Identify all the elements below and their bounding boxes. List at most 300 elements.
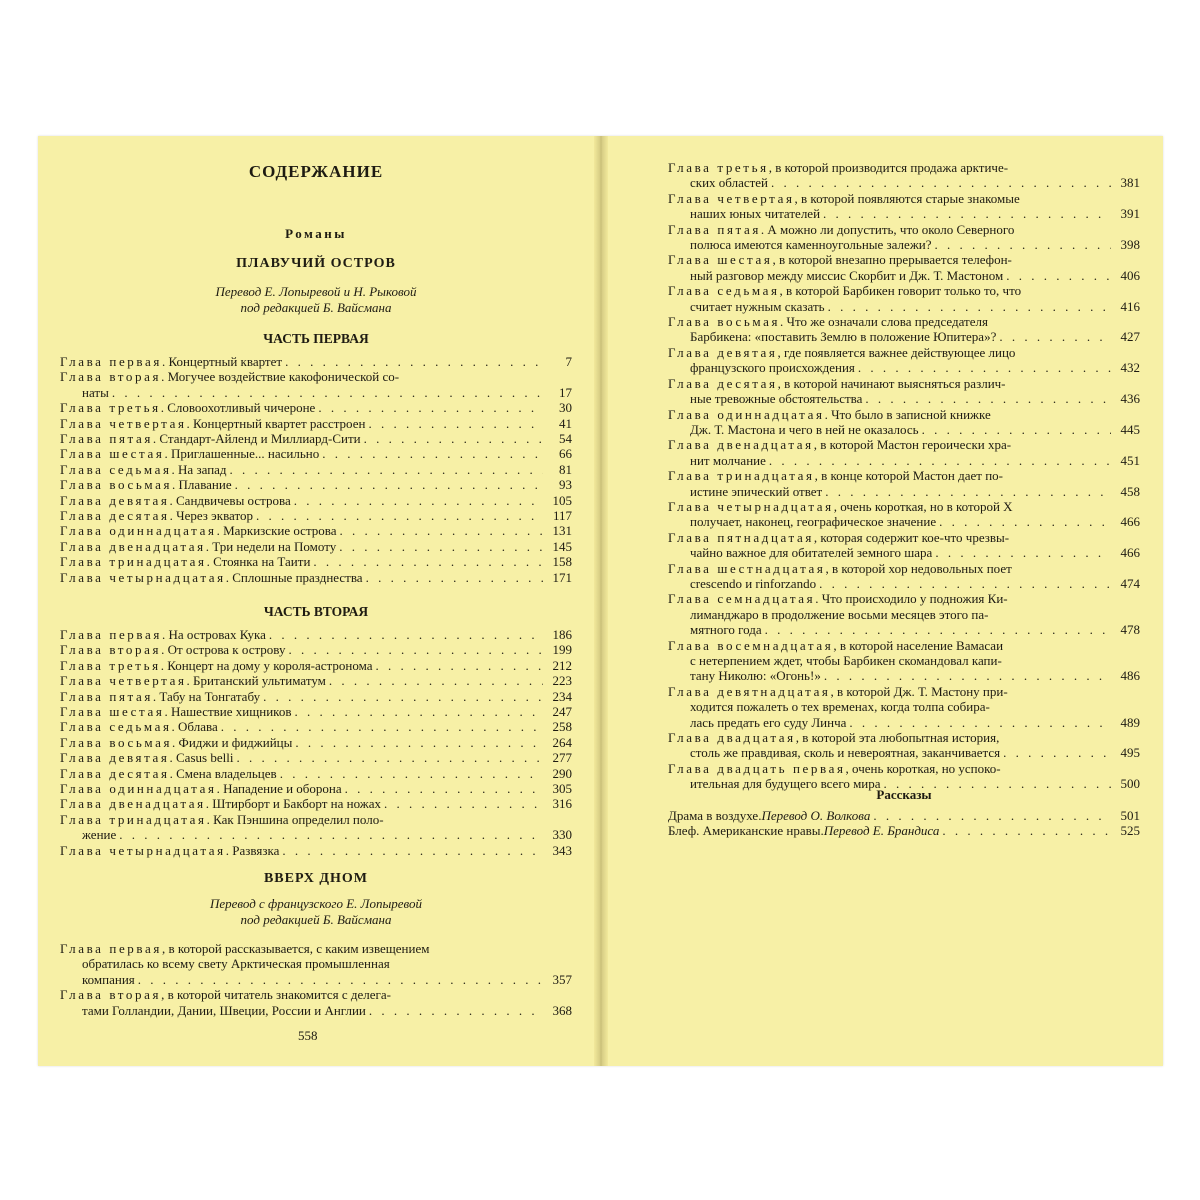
toc-entry[interactable] [668, 468, 1140, 499]
chapter-title: . Стандарт-Айленд и Миллиард-Сити [152, 431, 361, 447]
chapter-label: Глава четырнадцатая [60, 569, 226, 585]
toc-entry-line [668, 622, 1140, 637]
dot-leader [230, 462, 543, 477]
toc-entry-line [668, 407, 1140, 422]
chapter-title-continued: Барбикена: «поставить Землю в положение Юпитера»? [690, 329, 997, 345]
page-ref: 343 [552, 842, 572, 858]
chapter-title-continued: компания [82, 971, 135, 987]
toc-entry-line [60, 523, 572, 538]
page-ref: 489 [1120, 714, 1140, 730]
chapter-title: . Штирборт и Бакборт на ножах [205, 796, 382, 812]
toc-entry-line [60, 812, 572, 827]
dot-leader [236, 750, 543, 765]
toc-entry-line [668, 823, 1140, 838]
chapter-title-continued: жение [82, 827, 117, 843]
toc-entry-line [60, 956, 572, 971]
dot-leader [935, 545, 1111, 560]
dot-leader [939, 514, 1111, 529]
page-ref: 158 [552, 554, 572, 570]
page-ref: 54 [559, 431, 572, 447]
page-ref: 290 [552, 765, 572, 781]
open-book [38, 136, 1163, 1066]
toc-entry-line [60, 493, 572, 508]
toc-entry[interactable] [668, 530, 1140, 561]
chapter-title: , которая содержит кое-что чрезвы- [813, 529, 1010, 545]
toc-entry[interactable] [668, 376, 1140, 407]
toc-entry-line [668, 576, 1140, 591]
toc-entry[interactable] [668, 345, 1140, 376]
toc-entry-line [668, 730, 1140, 745]
toc-entry[interactable] [668, 407, 1140, 438]
page-ref: 66 [559, 446, 572, 462]
chapter-label: Глава третья [60, 400, 161, 416]
dot-leader [366, 570, 543, 585]
toc-entry-line [668, 499, 1140, 514]
right-page [608, 136, 1163, 1066]
toc-entry-line [668, 360, 1140, 375]
chapter-title-continued: нит молчание [690, 452, 766, 468]
toc-entry-line [60, 642, 572, 657]
toc-entry[interactable] [60, 493, 572, 508]
toc-entry-line [60, 477, 572, 492]
chapter-title-continued: полюса имеются каменноугольные залежи? [690, 237, 932, 253]
chapter-title: . Сандвичевы острова [169, 492, 291, 508]
toc-entry-line [668, 422, 1140, 437]
chapter-title-continued: французского происхождения [690, 360, 855, 376]
chapter-title: . Нашествие хищников [164, 704, 292, 720]
toc-entry-line [668, 237, 1140, 252]
dot-leader [282, 843, 543, 858]
toc-entry[interactable] [60, 539, 572, 554]
chapter-title-continued: чайно важное для обитателей земного шара [690, 545, 933, 561]
dot-leader [280, 766, 543, 781]
toc-entry-line [668, 638, 1140, 653]
page-ref: 501 [1120, 808, 1140, 823]
chapter-label: Глава тринадцатая [60, 811, 207, 827]
toc-entry-line [668, 314, 1140, 329]
chapter-label: Глава восемнадцатая [668, 637, 834, 653]
stories-toc [668, 808, 1140, 839]
chapter-label: Глава вторая [60, 987, 162, 1003]
chapter-label: Глава девятнадцатая [668, 683, 831, 699]
chapter-label: Глава первая [60, 627, 162, 642]
dot-leader [873, 808, 1111, 823]
toc-entry[interactable] [668, 252, 1140, 283]
toc-entry[interactable] [60, 570, 572, 585]
page-ref: 330 [552, 827, 572, 843]
chapter-title-continued: мятного года [690, 622, 762, 638]
toc-entry-line [60, 1003, 572, 1018]
toc-entry-line [60, 658, 572, 673]
toc-entry[interactable] [60, 446, 572, 461]
toc-entry-line [60, 431, 572, 446]
chapter-title: , в которой Мастон героически хра- [813, 437, 1012, 453]
dot-leader [1006, 268, 1111, 283]
chapter-label: Глава десятая [60, 508, 170, 524]
chapter-label: Глава седьмая [668, 283, 780, 299]
toc-entry[interactable] [668, 283, 1140, 314]
chapter-label: Глава тринадцатая [60, 554, 207, 570]
toc-entry[interactable] [60, 354, 572, 369]
toc-entry[interactable] [60, 673, 572, 688]
chapter-title: . Концерт на дому у короля-астронома [160, 657, 373, 673]
dot-leader [263, 689, 543, 704]
dot-leader [858, 360, 1111, 375]
chapter-title: , в которой рассказывается, с каким извещением [161, 941, 430, 956]
toc-entry[interactable] [668, 191, 1140, 222]
chapter-label: Глава девятая [60, 492, 170, 508]
page-ref: 41 [559, 415, 572, 431]
toc-entry[interactable] [668, 160, 1140, 191]
toc-entry-line [668, 761, 1140, 776]
page-ref: 212 [552, 657, 572, 673]
toc-entry-line [668, 160, 1140, 175]
chapter-title-continued: ских областей [690, 175, 769, 191]
dot-leader [819, 576, 1111, 591]
page-ref: 381 [1120, 175, 1140, 191]
chapter-title: , в которой Дж. Т. Мастону при- [830, 683, 1008, 699]
chapter-label: Глава четырнадцатая [60, 842, 226, 858]
toc-entry[interactable] [60, 689, 572, 704]
chapter-title: . Концертный квартет [161, 354, 283, 369]
chapter-title-continued: ные тревожные обстоятельства [690, 391, 863, 407]
dot-leader [345, 781, 543, 796]
chapter-title: . Что же означали слова председателя [780, 314, 988, 330]
toc-entry-line [60, 719, 572, 734]
toc-entry-line [60, 750, 572, 765]
page-ref: 466 [1120, 514, 1140, 530]
toc-entry-line [60, 689, 572, 704]
toc-entry-line [668, 699, 1140, 714]
toc-entry-line [668, 268, 1140, 283]
chapter-label: Глава вторая [60, 369, 162, 385]
chapter-title: , очень короткая, но в которой X [833, 498, 1013, 514]
chapter-label: Глава десятая [60, 765, 170, 781]
book1-title: ПЛАВУЧИЙ ОСТРОВ [236, 256, 396, 271]
story-translator: Перевод О. Волкова [761, 808, 871, 823]
page-ref: 30 [559, 400, 572, 416]
chapter-label: Глава седьмая [60, 461, 172, 477]
dot-leader [313, 554, 543, 569]
dot-leader [999, 329, 1111, 344]
toc-entry-line [60, 781, 572, 796]
page-number: 558 [298, 1028, 318, 1043]
chapter-title-continued: с нетерпением ждет, чтобы Барбикен скомандовал капи- [690, 653, 1002, 668]
chapter-title: . Что было в записной книжке [824, 406, 991, 422]
toc-entry[interactable] [60, 987, 572, 1018]
toc-entry[interactable] [60, 462, 572, 477]
toc-entry-line [668, 283, 1140, 298]
chapter-label: Глава восьмая [668, 314, 781, 330]
toc-entry-line [668, 299, 1140, 314]
toc-entry[interactable] [60, 400, 572, 415]
chapter-label: Глава четвертая [60, 415, 187, 431]
section-novels: Романы [285, 226, 347, 241]
toc-entry[interactable] [60, 508, 572, 523]
chapter-title: . Плавание [172, 477, 232, 493]
book1-credit-line2: под редакцией Б. Вайсмана [240, 300, 392, 315]
toc-entry[interactable] [60, 416, 572, 431]
chapter-label: Глава одиннадцатая [60, 781, 217, 797]
page-ref: 436 [1120, 391, 1140, 407]
dot-leader [256, 508, 543, 523]
chapter-label: Глава двенадцатая [668, 437, 814, 453]
page-ref: 368 [552, 1002, 572, 1018]
toc-entry[interactable] [60, 766, 572, 781]
toc-entry-line [668, 453, 1140, 468]
dot-leader [285, 354, 543, 369]
chapter-title: , в которой эта любопытная история, [795, 730, 1000, 746]
chapter-title: , где появляется важнее действующее лицо [777, 344, 1016, 360]
toc-entry-line [668, 561, 1140, 576]
page-ref: 223 [552, 673, 572, 689]
toc-entry[interactable] [60, 781, 572, 796]
chapter-title: , в которой хор недовольных поет [825, 560, 1012, 576]
chapter-title: , в которой население Вамасаи [833, 637, 1004, 653]
chapter-title: . Облава [171, 719, 218, 735]
page-ref: 458 [1120, 483, 1140, 499]
chapter-title-continued: лиманджаро в продолжение восьми месяцев этого па- [690, 606, 989, 622]
page-ref: 264 [552, 734, 572, 750]
chapter-title-continued: лась предать его суду Линча [690, 714, 847, 730]
chapter-label: Глава шестая [60, 446, 165, 462]
chapter-title: . Словоохотливый чичероне [160, 400, 316, 416]
chapter-title: . Приглашенные... насильно [164, 446, 320, 462]
chapter-title: , в которой внезапно прерывается телефон- [772, 252, 1012, 268]
toc-entry-line [60, 554, 572, 569]
toc-entry-line [60, 462, 572, 477]
page-ref: 277 [552, 750, 572, 766]
chapter-label: Глава пятая [60, 431, 153, 447]
dot-leader [1003, 745, 1111, 760]
story-entry[interactable] [668, 823, 1140, 838]
page-ref: 186 [552, 627, 572, 642]
page-ref: 247 [552, 704, 572, 720]
dot-leader [384, 796, 543, 811]
toc-entry-line [60, 843, 572, 858]
part2-title: ЧАСТЬ ВТОРАЯ [263, 604, 369, 619]
dot-leader [368, 416, 543, 431]
toc-entry[interactable] [60, 796, 572, 811]
page-ref: 466 [1120, 545, 1140, 561]
chapter-title: . Как Пэншина определил поло- [206, 811, 384, 827]
chapter-title: . Табу на Тонгатабу [152, 688, 261, 704]
chapter-title: . Смена владельцев [169, 765, 277, 781]
toc-entry-line [668, 437, 1140, 452]
toc-entry-line [60, 627, 572, 642]
toc-entry[interactable] [60, 719, 572, 734]
page-ref: 525 [1120, 823, 1140, 839]
book2-title: ВВЕРХ ДНОМ [263, 871, 369, 886]
story-translator: Перевод Е. Брандиса [823, 823, 940, 839]
chapter-label: Глава одиннадцатая [668, 406, 825, 422]
chapter-label: Глава третья [60, 657, 161, 673]
toc-entry-line [60, 735, 572, 750]
toc-entry-line [668, 175, 1140, 190]
toc-entry-line [668, 206, 1140, 221]
toc-entry[interactable] [60, 658, 572, 673]
chapter-title-continued: считает нужным сказать [690, 298, 825, 314]
chapter-label: Глава тринадцатая [668, 468, 815, 484]
toc-entry-line [60, 673, 572, 688]
toc-entry-line [60, 446, 572, 461]
page-ref: 427 [1120, 329, 1140, 345]
dot-leader [294, 493, 543, 508]
dot-leader [922, 422, 1111, 437]
toc-entry[interactable] [60, 523, 572, 538]
chapter-title-continued: crescendo и rinforzando [690, 575, 817, 591]
chapter-title: . На островах Кука [161, 627, 266, 642]
page-ref: 117 [552, 508, 572, 524]
toc-entry-line [668, 345, 1140, 360]
page-ref: 416 [1120, 298, 1140, 314]
chapter-label: Глава двадцать первая [668, 760, 846, 776]
chapter-title: , в которой появляются старые знакомые [794, 190, 1020, 206]
dot-leader [942, 823, 1111, 838]
toc-entry-line [668, 376, 1140, 391]
toc-entry-line [668, 391, 1140, 406]
chapter-label: Глава шестая [668, 252, 773, 268]
dot-leader [112, 385, 543, 400]
toc-entry-line [60, 400, 572, 415]
book2-toc-continued [668, 160, 1140, 792]
toc-entry[interactable] [668, 684, 1140, 730]
toc-entry-line [668, 222, 1140, 237]
toc-entry[interactable] [668, 437, 1140, 468]
dot-leader [289, 642, 544, 657]
toc-entry-line [60, 796, 572, 811]
story-entry[interactable] [668, 808, 1140, 823]
toc-entry[interactable] [60, 627, 572, 642]
book2-credit-line1: Перевод с французского Е. Лопыревой [209, 896, 423, 911]
chapter-label: Глава первая [60, 941, 162, 956]
page-ref: 495 [1120, 745, 1140, 761]
dot-leader [823, 206, 1111, 221]
dot-leader [329, 673, 543, 688]
toc-entry-line [668, 468, 1140, 483]
chapter-label: Глава третья [668, 160, 769, 175]
toc-entry[interactable] [668, 561, 1140, 592]
toc-entry-line [668, 684, 1140, 699]
chapter-label: Глава пятая [668, 221, 761, 237]
toc-entry-line [60, 570, 572, 585]
chapter-title-continued: столь же правдивая, сколь и невероятная, заканчивается [690, 745, 1001, 761]
chapter-label: Глава шестая [60, 704, 165, 720]
page-ref: 199 [552, 642, 572, 658]
toc-entry[interactable] [60, 369, 572, 400]
chapter-title: , в которой начинают выясняться различ- [777, 375, 1006, 391]
chapter-label: Глава одиннадцатая [60, 523, 217, 539]
toc-entry-line [60, 354, 572, 369]
part1-toc [60, 354, 572, 585]
chapter-title-continued: обратилась ко всему свету Арктическая промышленная [82, 956, 390, 972]
toc-entry[interactable] [668, 222, 1140, 253]
book1-credit-line1: Перевод Е. Лопыревой и Н. Рыковой [215, 284, 417, 299]
page-ref: 258 [552, 719, 572, 735]
chapter-title-continued: ходится пожалеть о тех временах, когда толпа собира- [690, 699, 990, 715]
chapter-title: , в которой читатель знакомится с делега- [161, 987, 391, 1003]
chapter-label: Глава девятая [60, 750, 170, 766]
page-ref: 445 [1120, 421, 1140, 437]
toc-entry[interactable] [668, 314, 1140, 345]
book2-credit-line2: под редакцией Б. Вайсмана [240, 912, 392, 927]
toc-entry[interactable] [60, 843, 572, 858]
chapter-title-continued: истине эпический ответ [690, 483, 823, 499]
toc-entry-line [668, 514, 1140, 529]
toc-entry-line [60, 416, 572, 431]
chapter-title-continued: тами Голландии, Дании, Швеции, России и Англии [82, 1002, 366, 1018]
toc-entry-line [668, 329, 1140, 344]
dot-leader [119, 827, 543, 842]
toc-entry[interactable] [60, 554, 572, 569]
toc-entry[interactable] [60, 642, 572, 657]
page-ref: 316 [552, 796, 572, 812]
chapter-title: . Развязка [225, 842, 280, 858]
dot-leader [828, 299, 1111, 314]
dot-leader [364, 431, 543, 446]
dot-leader [221, 719, 543, 734]
toc-entry[interactable] [60, 431, 572, 446]
page-ref: 406 [1120, 267, 1140, 283]
dot-leader [825, 484, 1111, 499]
chapter-title: . Фиджи и фиджийцы [172, 734, 293, 750]
chapter-label: Глава четвертая [60, 673, 187, 689]
chapter-title-continued: ный разговор между миссис Скорбит и Дж. Т. Мастоном [690, 267, 1004, 283]
page-ref: 357 [552, 971, 572, 987]
toc-entry[interactable] [668, 730, 1140, 761]
story-title: Драма в воздухе. [668, 808, 762, 823]
page-ref: 391 [1120, 206, 1140, 222]
page-ref: 93 [559, 477, 572, 493]
toc-entry-line [60, 385, 572, 400]
toc-entry[interactable] [60, 750, 572, 765]
chapter-title: . Британский ультиматум [186, 673, 326, 689]
chapter-title: , в которой производится продажа арктиче- [768, 160, 1009, 175]
dot-leader [769, 453, 1111, 468]
page-ref: 398 [1120, 237, 1140, 253]
dot-leader [865, 391, 1111, 406]
chapter-label: Глава седьмая [60, 719, 172, 735]
toc-entry[interactable] [60, 704, 572, 719]
toc-entry-line [668, 191, 1140, 206]
chapter-label: Глава двенадцатая [60, 538, 206, 554]
dot-leader [295, 735, 543, 750]
toc-entry[interactable] [60, 941, 572, 987]
toc-entry-line [668, 808, 1140, 823]
toc-entry[interactable] [668, 591, 1140, 637]
chapter-title: . А можно ли допустить, что около Северного [760, 221, 1015, 237]
chapter-label: Глава пятая [60, 688, 153, 704]
chapter-label: Глава двенадцатая [60, 796, 206, 812]
toc-entry[interactable] [668, 499, 1140, 530]
dot-leader [322, 446, 543, 461]
page-ref: 81 [559, 461, 572, 477]
page-ref: 17 [559, 384, 572, 400]
page-ref: 305 [552, 781, 572, 797]
toc-entry[interactable] [668, 638, 1140, 684]
toc-entry-line [60, 987, 572, 1002]
toc-entry-line [668, 591, 1140, 606]
toc-entry[interactable] [60, 735, 572, 750]
chapter-label: Глава двадцатая [668, 730, 796, 746]
toc-entry[interactable] [60, 477, 572, 492]
page-ref: 486 [1120, 668, 1140, 684]
chapter-title: , в которой Барбикен говорит только то, что [779, 283, 1022, 299]
toc-entry[interactable] [60, 812, 572, 843]
section-stories: Рассказы [876, 787, 932, 802]
part1-title: ЧАСТЬ ПЕРВАЯ [263, 331, 369, 346]
chapter-title: . Нападение и оборона [216, 781, 342, 797]
